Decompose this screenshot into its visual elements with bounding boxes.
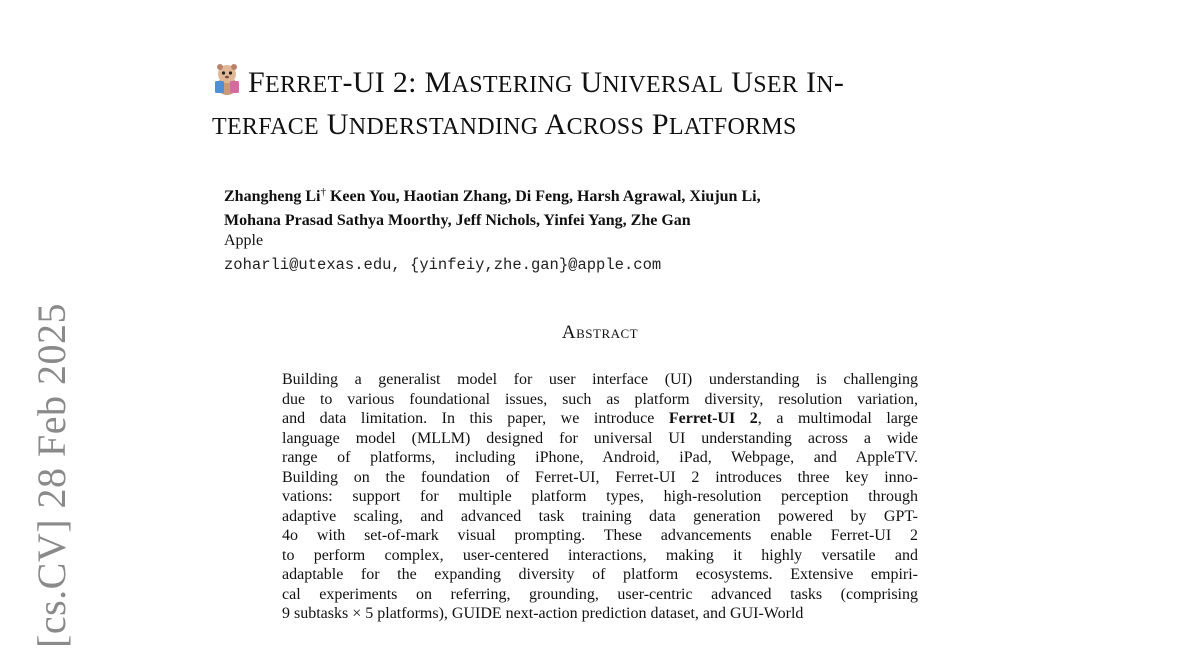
abstract-body: [282, 370, 918, 624]
affiliation: Apple: [224, 232, 264, 249]
model-name-bold: Ferret-UI 2: [668, 410, 758, 427]
abstract-line: range of platforms, including iPhone, Android, iPad, Webpage, and AppleTV.: [282, 449, 918, 466]
author-line-1: [224, 180, 761, 209]
abstract-heading: Abstract: [561, 322, 639, 343]
abstract-line: to perform complex, user-centered interactions, making it highly versatile and: [282, 546, 918, 564]
abstract-line: Building a generalist model for user interface (UI) understanding is challenging: [282, 371, 918, 388]
abstract-line: adaptable for the expanding diversity of platform ecosystems. Extensive empiri-: [282, 566, 918, 583]
first-author: Zhangheng Li: [224, 188, 321, 205]
abstract-line: Building on the foundation of Ferret-UI, Ferret-UI 2 introduces three key inno-: [282, 468, 918, 486]
abstract-line: 4o with set-of-mark visual prompting. These advancements enable Ferret-UI 2: [282, 527, 918, 544]
ferret-mascot-icon: [212, 62, 242, 96]
abstract-line: language model (MLLM) designed for universal UI understanding across a wide: [282, 429, 918, 447]
author-line-2: Mohana Prasad Sathya Moorthy, Jeff Nichols, Yinfei Yang, Zhe Gan: [224, 212, 691, 229]
abstract-line: cal experiments on referring, grounding, user-centric advanced tasks (comprising: [282, 585, 918, 603]
arxiv-sidebar-stamp: [cs.CV] 28 Feb 2025: [29, 302, 74, 648]
title-line-1: FERRET-UI 2: MASTERING UNIVERSAL USER IN-: [212, 62, 1032, 105]
abstract-line: 9 subtasks × 5 platforms), GUIDE next-action prediction dataset, and GUI-World: [282, 605, 804, 622]
abstract-line: due to various foundational issues, such as platform diversity, resolution variation,: [282, 390, 918, 408]
author-list: [224, 180, 761, 233]
abstract-line: and data limitation. In this paper, we introduce Ferret-UI 2, a multimodal large: [282, 410, 918, 427]
title-line-2: TERFACE UNDERSTANDING ACROSS PLATFORMS: [212, 108, 797, 141]
abstract-line: adaptive scaling, and advanced task training data generation powered by GPT-: [282, 507, 918, 525]
dagger-mark: †: [320, 186, 326, 198]
author-emails: zoharli@utexas.edu, {yinfeiy,zhe.gan}@apple.com: [224, 256, 662, 274]
abstract-line: vations: support for multiple platform types, high-resolution perception through: [282, 488, 918, 505]
author-line-1-rest: Keen You, Haotian Zhang, Di Feng, Harsh Agrawal, Xiujun Li,: [325, 188, 761, 205]
paper-title: [212, 62, 1032, 147]
